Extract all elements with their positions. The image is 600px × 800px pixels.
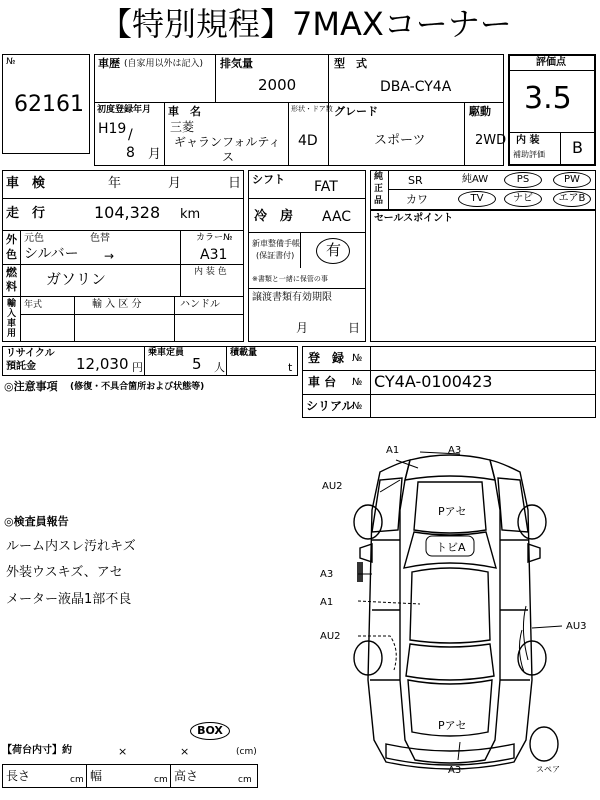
diag-a1-left: A1 xyxy=(320,597,334,608)
color-arrow: → xyxy=(104,249,115,263)
cargo-height-label: 高さ xyxy=(174,769,199,783)
registration-label: 登 録 xyxy=(308,351,345,365)
cargo-x2: × xyxy=(180,745,190,758)
fuel-value: ガソリン xyxy=(46,270,107,288)
cargo-length-cm: cm xyxy=(70,775,84,785)
inspector-line-1: ルーム内スレ汚れキズ xyxy=(6,539,136,554)
color-side-1: 外 xyxy=(6,233,17,246)
interior-value: B xyxy=(572,138,583,157)
diag-p-ase-bottom: Pアセ xyxy=(438,719,467,732)
equip-navi: ナビ xyxy=(504,191,542,207)
lot-label: № xyxy=(6,57,16,67)
displacement-label: 排気量 xyxy=(220,57,253,70)
interior-color-label: 内 装 色 xyxy=(194,267,227,277)
import-year-label: 年式 xyxy=(24,300,43,310)
inspection-year: 年 xyxy=(108,176,122,191)
page-title: 【特別規程】7MAXコーナー xyxy=(100,5,512,43)
manual-label-2: (保証書付) xyxy=(256,251,295,260)
chassis-label: 車 台 xyxy=(308,375,337,389)
car-name-label: 車 名 xyxy=(168,105,201,118)
history-label: 車歴 xyxy=(98,57,120,70)
serial-label: シリアル xyxy=(306,399,354,413)
shift-label: シフト xyxy=(252,173,285,186)
drive-label: 駆動 xyxy=(469,105,491,118)
inspector-line-3: メーター液晶1部不良 xyxy=(6,592,132,607)
diag-au2-left: AU2 xyxy=(320,631,341,642)
inspection-day: 日 xyxy=(228,176,242,191)
mileage-value: 104,328 xyxy=(94,203,161,222)
interior-label-1: 内 装 xyxy=(516,135,540,146)
cargo-length-label: 長さ xyxy=(6,769,31,783)
import-label-2: 入 xyxy=(7,309,17,319)
equipment-label-2: 正 xyxy=(374,184,384,194)
equipment-label-1: 純 xyxy=(374,172,384,182)
shift-value: FAT xyxy=(314,179,338,195)
cargo-dims-box xyxy=(2,764,258,788)
diag-p-ase: Pアセ xyxy=(438,505,467,518)
mileage-label: 走 行 xyxy=(6,206,46,221)
capacity-label: 乗車定員 xyxy=(148,348,185,358)
aircon-value: AAC xyxy=(322,209,352,225)
equip-airbag: エアB xyxy=(553,191,591,207)
color-value: シルバー xyxy=(24,246,79,262)
car-damage-diagram xyxy=(300,440,600,785)
cargo-width-label: 幅 xyxy=(90,769,103,783)
color-repaint-label: 色替 xyxy=(90,233,110,244)
transfer-day: 日 xyxy=(348,321,361,335)
doors-value: 4D xyxy=(298,133,318,149)
car-name-line2: ス xyxy=(222,150,235,164)
diag-au3-right: AU3 xyxy=(566,621,587,632)
lot-number: 62161 xyxy=(14,92,84,117)
capacity-value: 5 xyxy=(192,355,202,373)
fuel-label-2: 料 xyxy=(6,280,17,293)
chassis-value: CY4A-0100423 xyxy=(374,372,493,391)
notes-label: ◎注意事項 xyxy=(4,380,58,393)
equip-aw: 純AW xyxy=(462,174,489,185)
equip-tv: TV xyxy=(458,191,496,207)
import-label-1: 輸 xyxy=(7,299,17,309)
color-original-label: 元色 xyxy=(24,233,44,244)
chassis-no: № xyxy=(352,377,363,388)
equipment-label-3: 品 xyxy=(374,196,384,206)
sales-point-label: セールスポイント xyxy=(374,213,454,224)
diag-a3-bottom: A3 xyxy=(448,765,462,776)
manual-label-1: 新車整備手帳 xyxy=(252,239,300,248)
capacity-unit: 人 xyxy=(214,361,225,374)
score-value: 3.5 xyxy=(524,81,572,116)
interior-label-2: 補助評価 xyxy=(513,150,545,159)
serial-no: № xyxy=(352,401,363,412)
car-name-line1: ギャランフォルティ xyxy=(174,135,281,149)
manual-note: ※書類と一緒に保管の事 xyxy=(252,275,328,283)
import-label-3: 車 xyxy=(7,319,17,329)
diag-a3-left: A3 xyxy=(320,569,334,580)
equip-pw: PW xyxy=(553,172,591,188)
manual-value: 有 xyxy=(326,241,342,259)
registration-no: № xyxy=(352,353,363,364)
drive-value: 2WD xyxy=(475,133,507,148)
inspector-label: ◎検査員報告 xyxy=(4,515,69,528)
first-reg-slash: / xyxy=(128,127,133,143)
import-label-4: 用 xyxy=(7,329,17,339)
import-category-label: 輸 入 区 分 xyxy=(92,299,142,310)
color-side-2: 色 xyxy=(6,248,17,261)
aircon-label: 冷 房 xyxy=(254,209,294,224)
color-code-value: A31 xyxy=(200,247,228,263)
cargo-label: 【荷台内寸】約 xyxy=(2,745,72,756)
first-reg-year: H19 xyxy=(98,121,127,137)
load-label: 積載量 xyxy=(230,348,258,358)
recycle-label-1: リサイクル xyxy=(6,348,55,359)
equip-ps: PS xyxy=(504,172,542,188)
recycle-label-2: 預託金 xyxy=(6,361,36,372)
notes-sub: (修復・不具合箇所および状態等) xyxy=(70,382,205,392)
car-maker: 三菱 xyxy=(170,120,195,134)
diag-au2-top: AU2 xyxy=(322,481,343,492)
fuel-label-1: 燃 xyxy=(6,266,17,279)
transfer-label: 譲渡書類有効期限 xyxy=(252,292,332,303)
recycle-value: 12,030 xyxy=(76,355,129,373)
recycle-unit: 円 xyxy=(132,361,143,374)
model-value: DBA-CY4A xyxy=(380,79,452,95)
mileage-unit: km xyxy=(180,207,201,222)
displacement-value: 2000 xyxy=(258,76,297,94)
diag-a3-top: A3 xyxy=(448,445,462,456)
sales-point-box xyxy=(370,210,596,342)
first-reg-month: 8 xyxy=(126,145,135,161)
equip-leather: カワ xyxy=(406,193,428,206)
cargo-height-cm: cm xyxy=(238,775,252,785)
first-reg-label: 初度登録年月 xyxy=(97,105,152,115)
grade-label: グレード xyxy=(334,105,378,118)
score-label: 評価点 xyxy=(536,57,566,68)
inspector-line-2: 外装ウスキズ、アセ xyxy=(6,565,123,580)
diag-tobi-a: トビA xyxy=(436,541,466,554)
diag-a1-top: A1 xyxy=(386,445,400,456)
history-note: (自家用以外は記入) xyxy=(124,59,204,69)
cargo-x1: × xyxy=(118,745,128,758)
inspection-label: 車 検 xyxy=(6,176,46,191)
equip-sr: SR xyxy=(408,174,423,187)
cargo-width-cm: cm xyxy=(154,775,168,785)
load-unit: t xyxy=(288,361,293,374)
cargo-unit: (cm) xyxy=(236,747,257,757)
cargo-box-label: BOX xyxy=(190,722,230,740)
import-handle-label: ハンドル xyxy=(180,299,220,310)
model-label: 型 式 xyxy=(334,57,367,70)
diag-spare: スペア xyxy=(536,765,560,774)
doors-label: 形状・ドア数 xyxy=(291,105,333,113)
color-code-label: カラー№ xyxy=(196,233,233,243)
first-reg-month-unit: 月 xyxy=(148,147,162,162)
inspection-month: 月 xyxy=(168,176,182,191)
grade-value: スポーツ xyxy=(374,133,426,148)
transfer-month: 月 xyxy=(296,321,309,335)
